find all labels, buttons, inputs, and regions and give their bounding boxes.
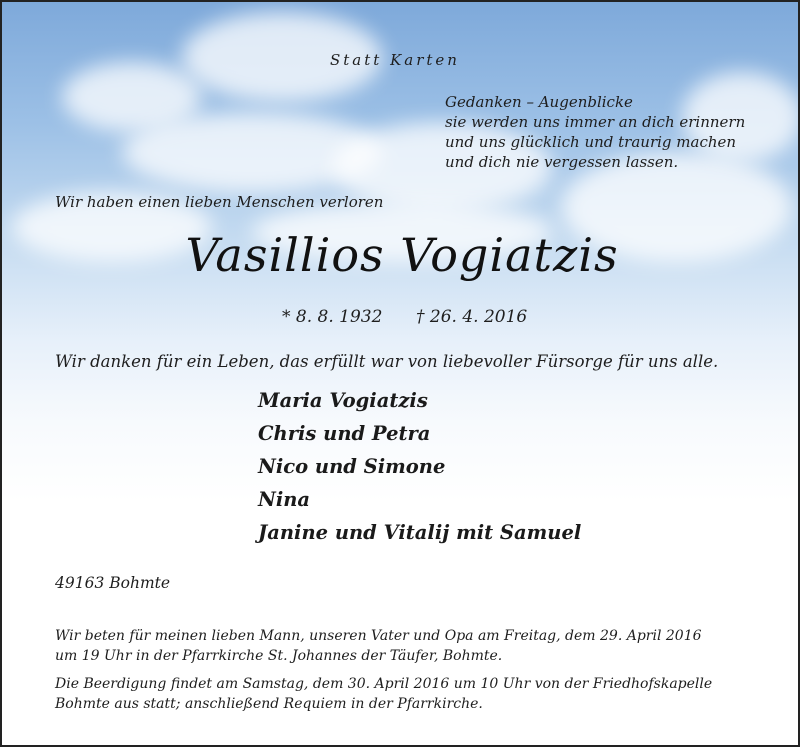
burial-line: Bohmte aus statt; anschließend Requiem in der Pfarrkirche. (55, 696, 483, 712)
family-list (258, 388, 581, 553)
thanks-text: Wir danken für ein Leben, das erfüllt war von liebevoller Fürsorge für uns alle. (55, 352, 719, 371)
death-date: † 26. 4. 2016 (416, 307, 528, 327)
family-member: Chris und Petra (258, 422, 431, 445)
family-member: Janine und Vitalij mit Samuel (258, 521, 582, 544)
poem-line: und uns glücklich und traurig machen (445, 133, 737, 151)
family-member: Nico und Simone (258, 455, 446, 478)
family-member: Nina (258, 488, 311, 511)
deceased-name: Vasillios Vogiatzis (185, 228, 619, 282)
family-member: Maria Vogiatzis (258, 389, 428, 412)
poem-line: Gedanken – Augenblicke (445, 93, 633, 111)
birth-date: * 8. 8. 1932 (282, 307, 383, 327)
service-line: Wir beten für meinen lieben Mann, unseren Vater und Opa am Freitag, dem 29. April 2016 (55, 628, 702, 644)
service-notice (55, 626, 702, 666)
service-line: um 19 Uhr in der Pfarrkirche St. Johannes der Täufer, Bohmte. (55, 648, 503, 664)
burial-line: Die Beerdigung findet am Samstag, dem 30. April 2016 um 10 Uhr von der Friedhofskapelle (55, 676, 713, 692)
intro-text: Wir haben einen lieben Menschen verloren (55, 193, 384, 211)
burial-notice (55, 674, 712, 714)
poem-line: und dich nie vergessen lassen. (445, 153, 679, 171)
place-text: 49163 Bohmte (55, 574, 171, 592)
poem (445, 92, 745, 172)
poem-line: sie werden uns immer an dich erinnern (445, 113, 746, 131)
statt-karten-label: Statt Karten (330, 51, 460, 69)
